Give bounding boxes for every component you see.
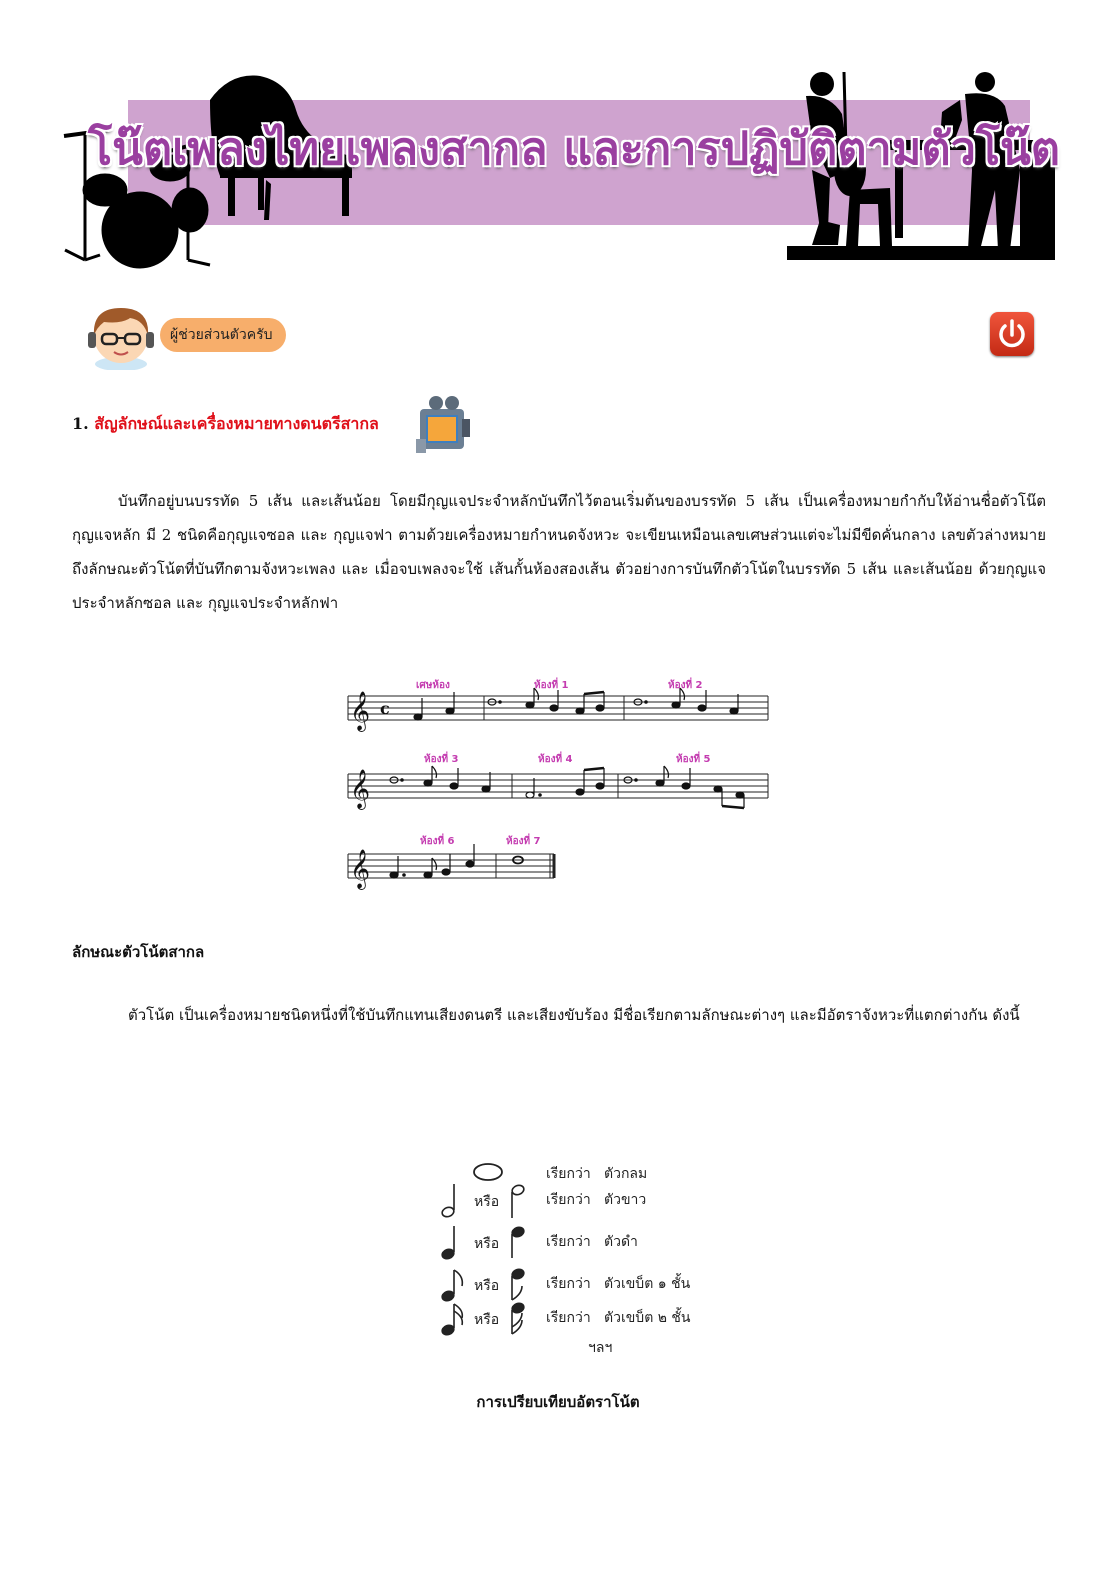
measure-label: เศษห้อง xyxy=(416,680,450,691)
measure-label: ห้องที่ 4 xyxy=(538,754,573,765)
measure-label: ห้องที่ 5 xyxy=(676,754,711,765)
paragraph-notes-text: ตัวโน้ต เป็นเครื่องหมายชนิดหนึ่งที่ใช้บันทึกแทนเสียงดนตรี และเสียงขับร้อง มีชื่อเรียกตามลักษณะต่างๆ และมีอัตราจังหวะที่แตกต่างกัน ดังนี้ xyxy=(128,1006,1020,1024)
page-title: โน๊ตเพลงไทยเพลงสากล และการปฏิบัติตามตัวโน๊ต xyxy=(88,122,1061,175)
note-name: ตัวขาว xyxy=(604,1192,647,1208)
power-icon xyxy=(990,312,1034,356)
assistant-label[interactable]: ผู้ช่วยส่วนตัวครับ xyxy=(160,318,286,352)
note-values-figure xyxy=(436,1158,706,1358)
measure-label: ห้องที่ 7 xyxy=(506,836,541,847)
note-name: ตัวกลม xyxy=(604,1166,648,1182)
svg-text:𝄞: 𝄞 xyxy=(350,849,371,889)
quarter-note-down-icon xyxy=(511,1226,525,1239)
called-word: เรียกว่า xyxy=(546,1192,591,1208)
whole-note-icon xyxy=(474,1164,502,1180)
or-word: หรือ xyxy=(474,1236,500,1252)
half-note-down-icon xyxy=(511,1184,525,1197)
eighth-note-down-icon xyxy=(511,1268,525,1281)
assistant-avatar-icon[interactable] xyxy=(84,302,158,370)
or-word: หรือ xyxy=(474,1194,500,1210)
staff-example-figure xyxy=(342,674,772,896)
or-word: หรือ xyxy=(474,1312,500,1328)
section-number: 1. xyxy=(72,414,89,433)
note-name: ตัวเขบ็ต ๑ ชั้น xyxy=(604,1276,691,1292)
svg-text:𝄞: 𝄞 xyxy=(350,769,371,809)
note-name: ตัวดำ xyxy=(604,1234,638,1250)
called-word: เรียกว่า xyxy=(546,1310,591,1326)
measure-label: ห้องที่ 1 xyxy=(534,680,569,691)
half-note-icon xyxy=(441,1206,455,1219)
measure-label: ห้องที่ 2 xyxy=(668,680,703,691)
section-heading xyxy=(72,412,379,437)
sixteenth-note-icon xyxy=(441,1324,455,1337)
etc-label: ฯลฯ xyxy=(588,1340,613,1356)
or-word: หรือ xyxy=(474,1278,500,1294)
svg-text:c: c xyxy=(380,699,390,718)
staff-lines xyxy=(348,696,768,878)
measure-label: ห้องที่ 3 xyxy=(424,754,459,765)
paragraph-staff-intro xyxy=(72,484,1046,620)
called-word: เรียกว่า xyxy=(546,1166,591,1182)
quarter-note-icon xyxy=(441,1248,455,1261)
measure-label: ห้องที่ 6 xyxy=(420,836,455,847)
section-title[interactable]: สัญลักษณ์และเครื่องหมายทางดนตรีสากล xyxy=(94,414,379,433)
paragraph-staff-text: บันทึกอยู่บนบรรทัด 5 เส้น และเส้นน้อย โดยมีกุญแจประจำหลักบันทึกไว้ตอนเริ่มต้นของบรรทัด 5 เส้น เป็นเครื่องหมายกำกับให้อ่านชื่อตัวโน๊ต กุญแจหลัก มี 2 ชนิดคือกุญแจซอล และ กุญแจฟา ตามด้วยเครื่องหมายกำหนดจังหวะ จะเขียนเหมือนเลขเศษส่วนแต่จะไม่มีขีดคั่นกลาง เลขตัวล่างหมายถึงลักษณะตัวโน้ตที่บันทึกตามจังหวะเพลง และ เมื่อจบเพลงจะใช้ เส้นกั้นห้องสองเส้น ตัวอย่างการบันทึกตัวโน้ตในบรรทัด 5 เส้น และเส้นน้อย ด้วยกุญแจประจำหลักซอล และ กุญแจประจำหลักฟา xyxy=(72,492,1046,612)
note-name: ตัวเขบ็ต ๒ ชั้น xyxy=(604,1310,691,1326)
called-word: เรียกว่า xyxy=(546,1276,591,1292)
video-camera-icon[interactable] xyxy=(416,395,472,457)
paragraph-notes-intro xyxy=(72,998,1046,1032)
eighth-note-icon xyxy=(441,1290,455,1303)
figure-caption: การเปรียบเทียบอัตราโน้ต xyxy=(476,1393,640,1411)
called-word: เรียกว่า xyxy=(546,1234,591,1250)
svg-text:𝄞: 𝄞 xyxy=(350,691,371,731)
sixteenth-note-down-icon xyxy=(511,1302,525,1315)
notes-heading: ลักษณะตัวโน้ตสากล xyxy=(72,943,205,961)
power-button[interactable] xyxy=(990,312,1034,356)
